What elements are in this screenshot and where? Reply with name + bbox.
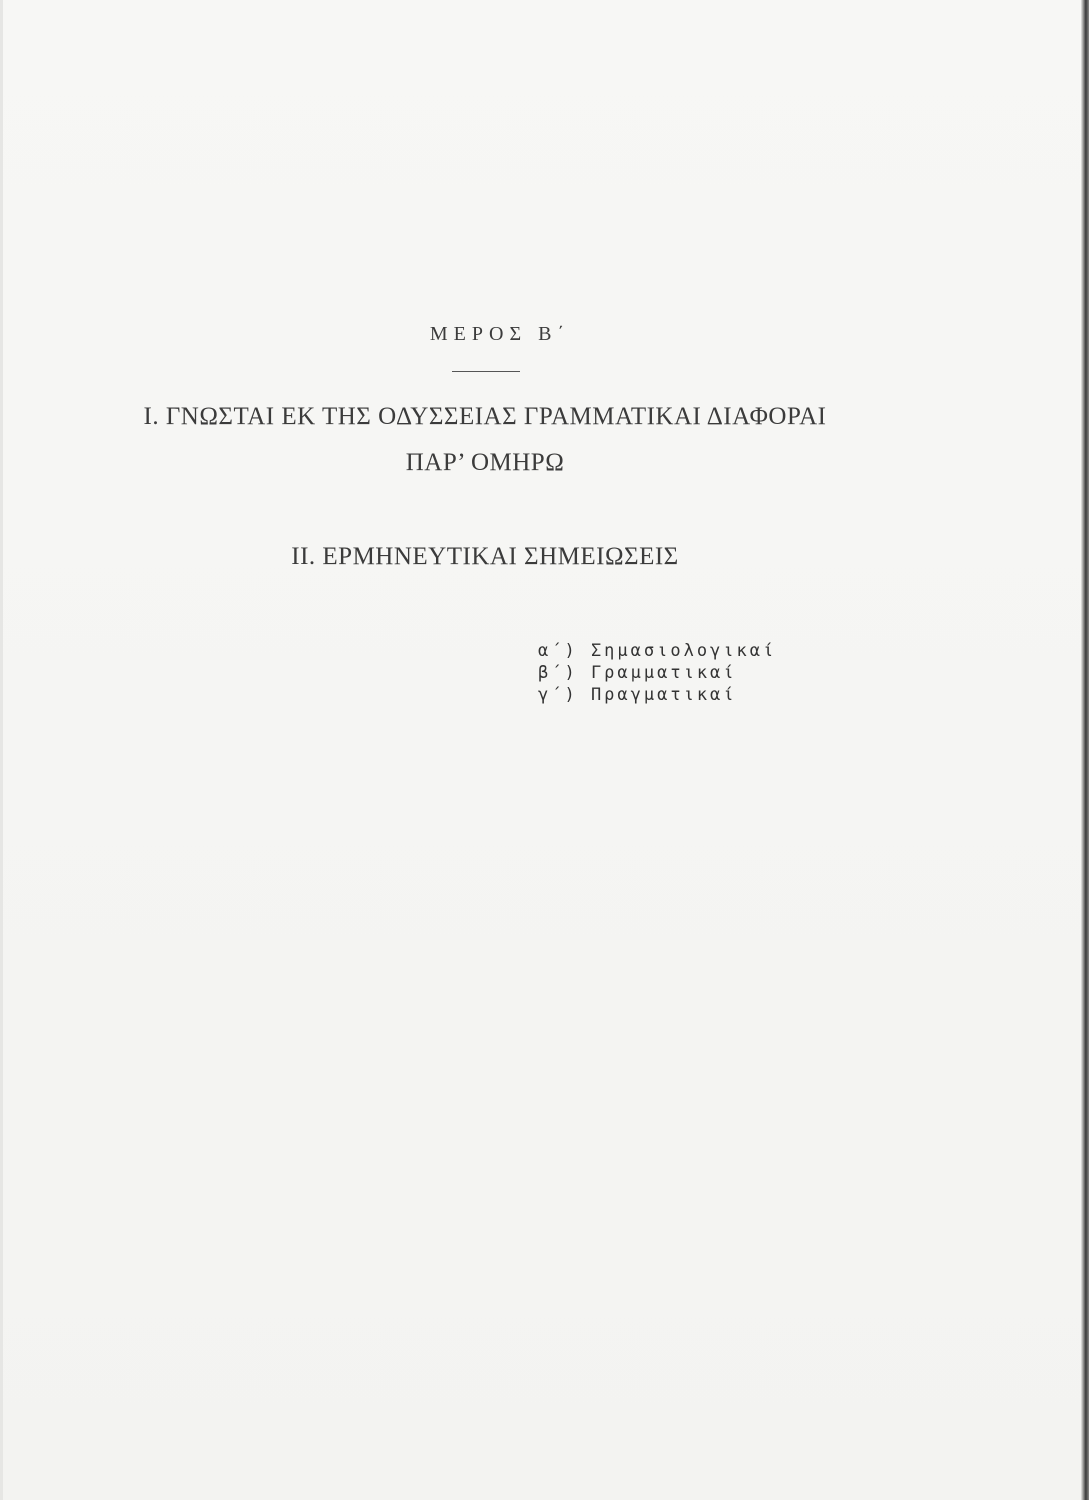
section-1-heading-line-2: ΠΑΡ’ ΟΜΗΡΩ bbox=[405, 449, 565, 476]
subsection-semantic: α΄) Σημασιολογικαί bbox=[538, 641, 777, 661]
title-rule bbox=[452, 371, 520, 372]
page-binding-edge bbox=[1081, 0, 1089, 1500]
page-left-edge bbox=[0, 0, 3, 1500]
subsection-grammatical: β΄) Γραμματικαί bbox=[538, 663, 737, 683]
section-2-heading: II. ΕΡΜΗΝΕΥΤΙΚΑΙ ΣΗΜΕΙΩΣΕΙΣ bbox=[291, 543, 679, 570]
section-1-heading-line-1: I. ΓΝΩΣΤΑΙ ΕΚ ΤΗΣ ΟΔΥΣΣΕΙΑΣ ΓΡΑΜΜΑΤΙΚΑΙ ΔΙΑΦΟΡΑΙ bbox=[143, 403, 827, 430]
subsection-factual: γ΄) Πραγματικαί bbox=[538, 685, 737, 705]
part-title: ΜΕΡΟΣ Β΄ bbox=[429, 323, 571, 345]
subsection-list bbox=[538, 640, 776, 706]
